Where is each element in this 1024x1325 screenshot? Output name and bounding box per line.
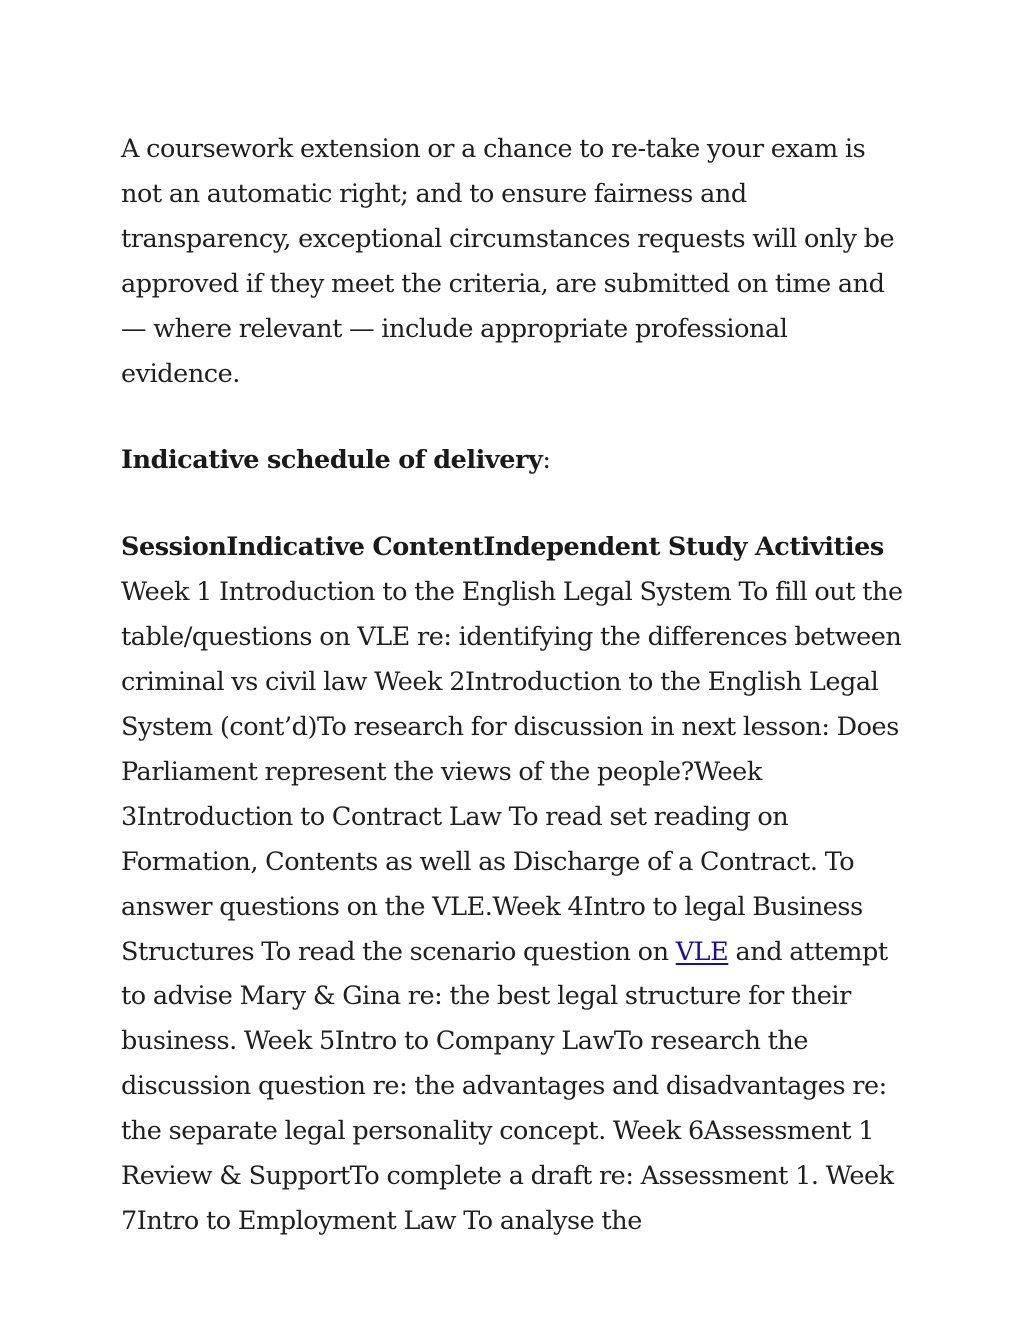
schedule-heading	[121, 438, 911, 483]
intro-paragraph: A coursework extension or a chance to re-take your exam is not an automatic right; and to ensure fairness and transparency, exceptional circumstances requests will only be approved if they meet the criteria, are submitted on time and — where relevant — include appropriate professional evidence.	[121, 134, 895, 389]
schedule-body	[121, 525, 911, 1244]
schedule-heading-colon: :	[542, 445, 551, 476]
vle-link[interactable]: VLE	[675, 936, 729, 967]
schedule-text-after-link: and attempt to advise Mary & Gina re: the best legal structure for their business. Week 5Intro to Company LawTo research the discussion question re: the advantages and disadvantages re: the separate legal personality concept. Week 6Assessment 1 Review & SupportTo complete a draft re: Assessment 1. Week 7Intro to Employment Law To analyse the	[121, 936, 894, 1236]
schedule-heading-title: Indicative schedule of delivery	[121, 445, 543, 476]
schedule-table-header: SessionIndicative ContentIndependent Study Activities	[121, 532, 884, 563]
schedule-text-before-link: Week 1 Introduction to the English Legal System To fill out the table/questions on VLE re: identifying the differences between criminal vs civil law Week 2Introduction to the English Legal System (cont’d)To research for discussion in next lesson: Does Parliament represent the views of the people?Week 3Introduction to Contract Law To read set reading on Formation, Contents as well as Discharge of a Contract. To answer questions on the VLE.Week 4Intro to legal Business Structures To read the scenario question on	[121, 577, 903, 967]
document-page	[121, 127, 911, 1244]
